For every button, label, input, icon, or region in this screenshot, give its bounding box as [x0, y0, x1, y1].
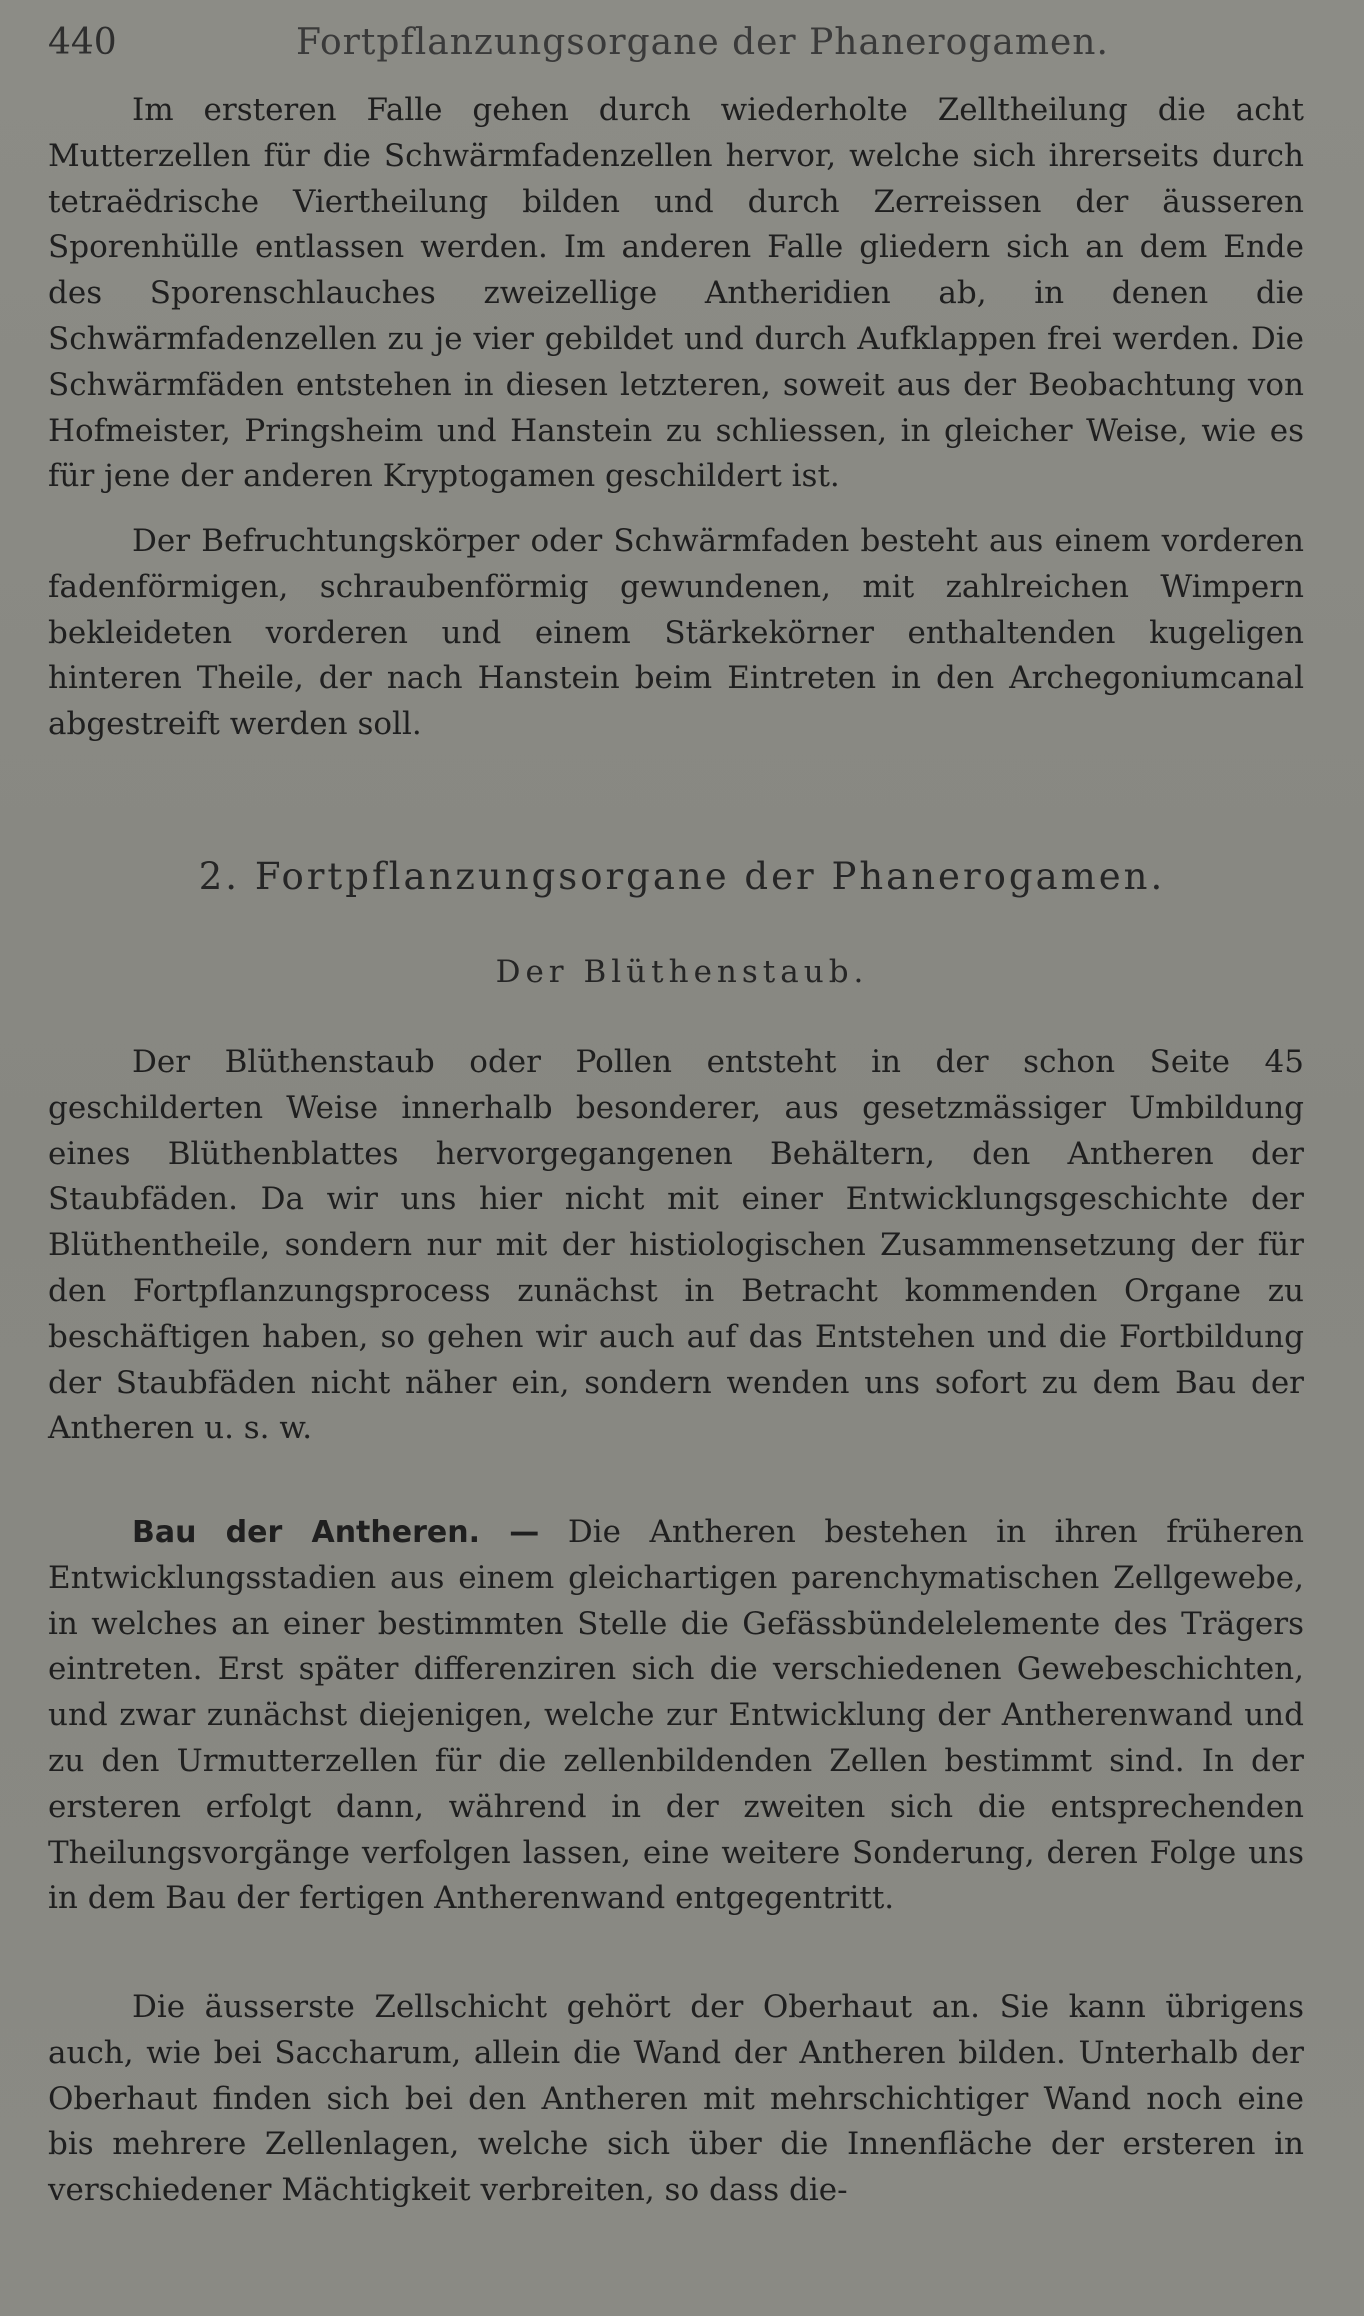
page-number: 440	[48, 22, 117, 63]
page-header	[48, 22, 1308, 72]
subsection-heading: Der Blüthenstaub.	[495, 954, 869, 990]
paragraph-bau-der-antheren-text: Die Antheren bestehen in ihren früheren Entwicklungsstadien aus einem gleichartigen parenchymatischen Zellgewebe, in welches an einer bestimmten Stelle die Gefässbündelelemente des Trägers eintreten. Erst später differenziren sich die verschiedenen Gewebeschichten, und zwar zunächst diejenigen, welche zur Entwicklung der Antherenwand und zu den Urmutterzellen für die zellenbildenden Zellen bestimmt sind. In der ersteren erfolgt dann, während in der zweiten sich die entsprechenden Theilungsvorgänge verfolgen lassen, eine weitere Sonderung, deren Folge uns in dem Bau der fertigen Antherenwand entgegentritt.	[48, 1514, 1304, 1917]
paragraph-schwaermfadenzellen: Im ersteren Falle gehen durch wiederholte Zelltheilung die acht Mutterzellen für die Schwärmfadenzellen hervor, welche sich ihrerseits durch tetraëdrische Viertheilung bilden und durch Zerreissen der äusseren Sporenhülle entlassen werden. Im anderen Falle gliedern sich an dem Ende des Sporenschlauches zweizellige Antheridien ab, in denen die Schwärmfadenzellen zu je vier gebildet und durch Aufklappen frei werden. Die Schwärmfäden entstehen in diesen letzteren, soweit aus der Beobachtung von Hofmeister, Pringsheim und Hanstein zu schliessen, in gleicher Weise, wie es für jene der anderen Kryptogamen geschildert ist.	[48, 92, 1304, 495]
section-heading: 2. Fortpflanzungsorgane der Phanerogamen.	[198, 855, 1166, 898]
running-title: Fortpflanzungsorgane der Phanerogamen.	[296, 22, 1109, 63]
paragraph-bluethenstaub: Der Blüthenstaub oder Pollen entsteht in der schon Seite 45 geschilderten Weise innerhalb besonderer, aus gesetzmässiger Umbildung eines Blüthenblattes hervorgegangenen Behältern, den Antheren der Staubfäden. Da wir uns hier nicht mit einer Entwicklungsgeschichte der Blüthentheile, sondern nur mit der histiologischen Zusammensetzung der für den Fortpflanzungsprocess zunächst in Betracht kommenden Organe zu beschäftigen haben, so gehen wir auch auf das Entstehen und die Fortbildung der Staubfäden nicht näher ein, sondern wenden uns sofort zu dem Bau der Antheren u. s. w.	[48, 1044, 1304, 1447]
run-in-heading: Bau der Antheren. —	[132, 1515, 540, 1550]
paragraph-befruchtungskoerper: Der Befruchtungskörper oder Schwärmfaden besteht aus einem vorderen fadenförmigen, schraubenförmig gewundenen, mit zahlreichen Wimpern bekleideten vorderen und einem Stärkekörner enthaltenden kugeligen hinteren Theile, der nach Hanstein beim Eintreten in den Archegoniumcanal abgestreift werden soll.	[48, 523, 1304, 743]
paragraph-zellschicht: Die äusserste Zellschicht gehört der Oberhaut an. Sie kann übrigens auch, wie bei Saccharum, allein die Wand der Antheren bilden. Unterhalb der Oberhaut finden sich bei den Antheren mit mehrschichtiger Wand noch eine bis mehrere Zellenlagen, welche sich über die Innenfläche der ersteren in verschiedener Mächtigkeit verbreiten, so dass die-	[48, 1989, 1304, 2209]
paragraph-bau-der-antheren	[48, 1510, 1304, 1922]
